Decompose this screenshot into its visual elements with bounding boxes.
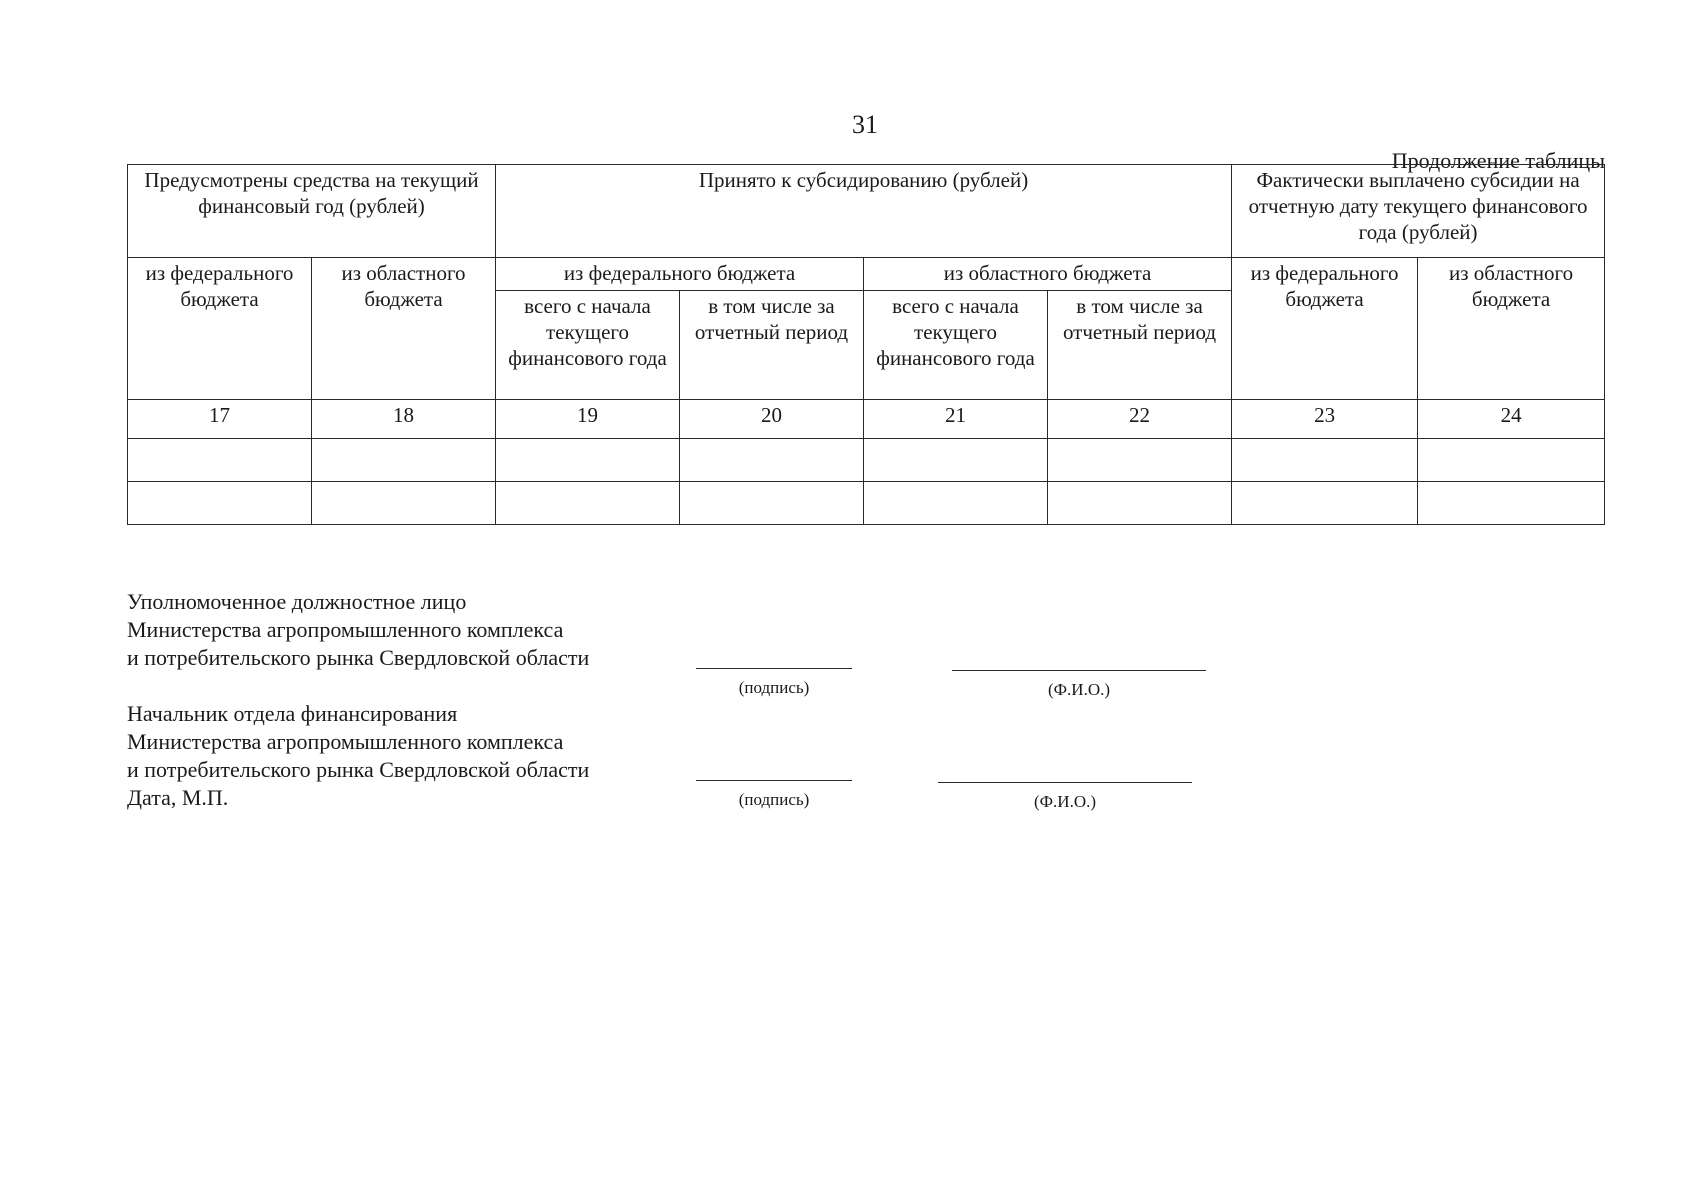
official-signature-caption: (подпись)	[738, 678, 810, 697]
table-cell	[680, 439, 864, 482]
head-of-finance-signature-block	[127, 700, 589, 812]
column-number: 17	[128, 400, 312, 439]
table-row	[128, 439, 1605, 482]
official-name-caption: (Ф.И.О.)	[1047, 680, 1111, 699]
table-cell	[128, 439, 312, 482]
column-number: 19	[496, 400, 680, 439]
official-title-line: Министерства агропромышленного комплекса	[127, 617, 564, 642]
table-continuation-label: Продолжение таблицы	[1391, 148, 1605, 173]
column-number: 23	[1232, 400, 1418, 439]
table-cell	[1048, 439, 1232, 482]
table-cell	[312, 482, 496, 525]
header-row-top	[128, 165, 1605, 258]
column-number: 18	[312, 400, 496, 439]
column-number: 24	[1418, 400, 1605, 439]
table-cell	[1048, 482, 1232, 525]
column-number-row	[128, 400, 1605, 439]
header-actually-paid: Фактически выплачено субсидии на отчетную дату текущего финансового года (рублей)	[1232, 165, 1605, 258]
table-row	[128, 482, 1605, 525]
head-signature-line	[696, 780, 852, 781]
table-cell	[312, 439, 496, 482]
header-planned-federal: из федерального бюджета	[128, 258, 312, 400]
official-name-line	[952, 670, 1206, 671]
official-title-line: Уполномоченное должностное лицо	[127, 589, 467, 614]
table-cell	[1232, 482, 1418, 525]
header-regional-reporting-period: в том числе за отчетный период	[1048, 291, 1232, 400]
head-signature-caption: (подпись)	[738, 790, 810, 809]
table-cell	[1418, 482, 1605, 525]
header-paid-regional: из областного бюджета	[1418, 258, 1605, 400]
head-title-line: Министерства агропромышленного комплекса	[127, 729, 564, 754]
header-accepted-for-subsidy: Принято к субсидированию (рублей)	[496, 165, 1232, 258]
head-title-line: Начальник отдела финансирования	[127, 701, 458, 726]
header-federal-since-year-start: всего с начала текущего финансового года	[496, 291, 680, 400]
head-name-line	[938, 782, 1192, 783]
page-number: 31	[852, 110, 878, 139]
table-cell	[128, 482, 312, 525]
header-accepted-regional: из областного бюджета	[864, 258, 1232, 291]
table-cell	[496, 439, 680, 482]
header-planned-funds: Предусмотрены средства на текущий финансовый год (рублей)	[128, 165, 496, 258]
table-cell	[680, 482, 864, 525]
head-name-caption: (Ф.И.О.)	[1033, 792, 1097, 811]
header-planned-regional: из областного бюджета	[312, 258, 496, 400]
column-number: 21	[864, 400, 1048, 439]
table-cell	[864, 439, 1048, 482]
column-number: 20	[680, 400, 864, 439]
official-title-line: и потребительского рынка Свердловской области	[127, 645, 590, 670]
column-number: 22	[1048, 400, 1232, 439]
header-federal-reporting-period: в том числе за отчетный период	[680, 291, 864, 400]
table-cell	[1418, 439, 1605, 482]
official-signature-block	[127, 588, 589, 672]
subsidy-table	[127, 164, 1605, 525]
official-signature-line	[696, 668, 852, 669]
date-stamp-line: Дата, М.П.	[127, 785, 229, 810]
header-row-mid	[128, 258, 1605, 291]
head-title-line: и потребительского рынка Свердловской области	[127, 757, 590, 782]
header-accepted-federal: из федерального бюджета	[496, 258, 864, 291]
table-cell	[1232, 439, 1418, 482]
header-paid-federal: из федерального бюджета	[1232, 258, 1418, 400]
header-regional-since-year-start: всего с начала текущего финансового года	[864, 291, 1048, 400]
table-cell	[864, 482, 1048, 525]
table-cell	[496, 482, 680, 525]
